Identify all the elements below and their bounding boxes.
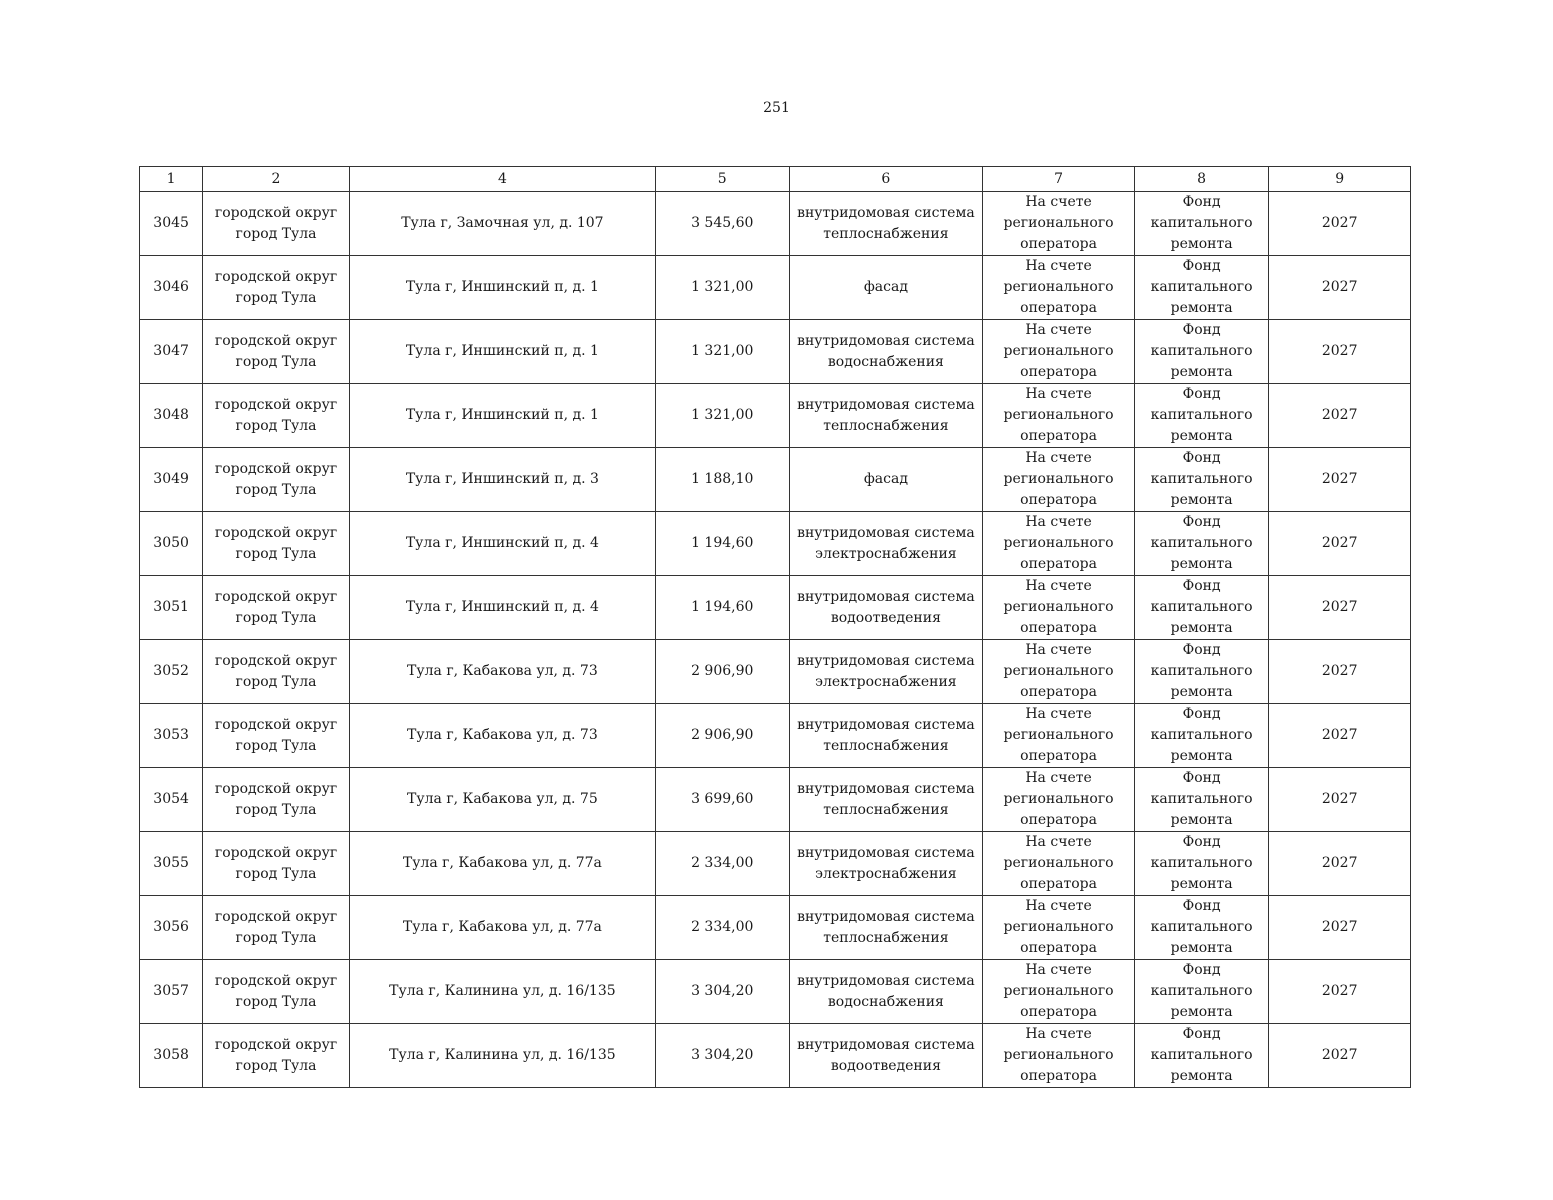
cell-work-type: внутридомовая система теплоснабжения bbox=[789, 704, 983, 768]
column-header: 1 bbox=[140, 167, 203, 192]
cell-address: Тула г, Иншинский п, д. 4 bbox=[349, 576, 655, 640]
table-row bbox=[140, 576, 1411, 640]
cell-fund-account: На счете регионального оператора bbox=[983, 1024, 1135, 1088]
cell-fund-account: На счете регионального оператора bbox=[983, 640, 1135, 704]
column-header: 8 bbox=[1134, 167, 1269, 192]
cell-funding-source: Фонд капитального ремонта bbox=[1134, 960, 1269, 1024]
cell-area: 1 321,00 bbox=[656, 320, 790, 384]
cell-fund-account: На счете регионального оператора bbox=[983, 960, 1135, 1024]
table-row bbox=[140, 704, 1411, 768]
cell-municipality: городской округ город Тула bbox=[203, 512, 350, 576]
cell-municipality: городской округ город Тула bbox=[203, 640, 350, 704]
cell-area: 1 321,00 bbox=[656, 384, 790, 448]
table-row bbox=[140, 448, 1411, 512]
table-row bbox=[140, 1024, 1411, 1088]
header-row bbox=[140, 167, 1411, 192]
cell-area: 1 321,00 bbox=[656, 256, 790, 320]
column-header: 6 bbox=[789, 167, 983, 192]
cell-address: Тула г, Иншинский п, д. 4 bbox=[349, 512, 655, 576]
table-row bbox=[140, 832, 1411, 896]
table-row bbox=[140, 512, 1411, 576]
cell-area: 2 906,90 bbox=[656, 704, 790, 768]
cell-row-number: 3057 bbox=[140, 960, 203, 1024]
column-header: 9 bbox=[1269, 167, 1411, 192]
cell-area: 3 699,60 bbox=[656, 768, 790, 832]
cell-year: 2027 bbox=[1269, 256, 1411, 320]
cell-fund-account: На счете регионального оператора bbox=[983, 384, 1135, 448]
cell-work-type: внутридомовая система теплоснабжения bbox=[789, 896, 983, 960]
cell-fund-account: На счете регионального оператора bbox=[983, 768, 1135, 832]
cell-municipality: городской округ город Тула bbox=[203, 192, 350, 256]
cell-year: 2027 bbox=[1269, 768, 1411, 832]
cell-funding-source: Фонд капитального ремонта bbox=[1134, 576, 1269, 640]
cell-funding-source: Фонд капитального ремонта bbox=[1134, 832, 1269, 896]
table-header bbox=[140, 167, 1411, 192]
cell-area: 1 194,60 bbox=[656, 512, 790, 576]
cell-year: 2027 bbox=[1269, 448, 1411, 512]
table-row bbox=[140, 960, 1411, 1024]
cell-funding-source: Фонд капитального ремонта bbox=[1134, 320, 1269, 384]
table-row bbox=[140, 320, 1411, 384]
cell-work-type: внутридомовая система теплоснабжения bbox=[789, 768, 983, 832]
cell-address: Тула г, Кабакова ул, д. 77а bbox=[349, 896, 655, 960]
cell-work-type: внутридомовая система водоснабжения bbox=[789, 320, 983, 384]
cell-area: 3 304,20 bbox=[656, 960, 790, 1024]
column-header: 7 bbox=[983, 167, 1135, 192]
cell-area: 1 194,60 bbox=[656, 576, 790, 640]
cell-area: 3 304,20 bbox=[656, 1024, 790, 1088]
table-row bbox=[140, 640, 1411, 704]
cell-row-number: 3046 bbox=[140, 256, 203, 320]
cell-year: 2027 bbox=[1269, 960, 1411, 1024]
cell-municipality: городской округ город Тула bbox=[203, 896, 350, 960]
cell-municipality: городской округ город Тула bbox=[203, 320, 350, 384]
cell-funding-source: Фонд капитального ремонта bbox=[1134, 256, 1269, 320]
cell-fund-account: На счете регионального оператора bbox=[983, 192, 1135, 256]
capital-repair-table bbox=[139, 166, 1411, 1088]
table-row bbox=[140, 192, 1411, 256]
cell-work-type: фасад bbox=[789, 256, 983, 320]
cell-funding-source: Фонд капитального ремонта bbox=[1134, 512, 1269, 576]
cell-row-number: 3053 bbox=[140, 704, 203, 768]
table-row bbox=[140, 384, 1411, 448]
cell-area: 2 334,00 bbox=[656, 896, 790, 960]
cell-municipality: городской округ город Тула bbox=[203, 256, 350, 320]
cell-fund-account: На счете регионального оператора bbox=[983, 576, 1135, 640]
cell-row-number: 3056 bbox=[140, 896, 203, 960]
table-row bbox=[140, 896, 1411, 960]
cell-row-number: 3052 bbox=[140, 640, 203, 704]
cell-fund-account: На счете регионального оператора bbox=[983, 256, 1135, 320]
cell-year: 2027 bbox=[1269, 384, 1411, 448]
cell-year: 2027 bbox=[1269, 320, 1411, 384]
cell-area: 2 906,90 bbox=[656, 640, 790, 704]
cell-address: Тула г, Калинина ул, д. 16/135 bbox=[349, 1024, 655, 1088]
cell-address: Тула г, Замочная ул, д. 107 bbox=[349, 192, 655, 256]
cell-year: 2027 bbox=[1269, 192, 1411, 256]
cell-area: 2 334,00 bbox=[656, 832, 790, 896]
cell-row-number: 3054 bbox=[140, 768, 203, 832]
cell-municipality: городской округ город Тула bbox=[203, 960, 350, 1024]
cell-municipality: городской округ город Тула bbox=[203, 448, 350, 512]
cell-row-number: 3050 bbox=[140, 512, 203, 576]
cell-row-number: 3055 bbox=[140, 832, 203, 896]
cell-area: 1 188,10 bbox=[656, 448, 790, 512]
column-header: 5 bbox=[656, 167, 790, 192]
cell-row-number: 3047 bbox=[140, 320, 203, 384]
cell-municipality: городской округ город Тула bbox=[203, 768, 350, 832]
cell-area: 3 545,60 bbox=[656, 192, 790, 256]
cell-year: 2027 bbox=[1269, 640, 1411, 704]
cell-fund-account: На счете регионального оператора bbox=[983, 448, 1135, 512]
cell-row-number: 3045 bbox=[140, 192, 203, 256]
cell-address: Тула г, Кабакова ул, д. 73 bbox=[349, 640, 655, 704]
cell-year: 2027 bbox=[1269, 1024, 1411, 1088]
cell-funding-source: Фонд капитального ремонта bbox=[1134, 704, 1269, 768]
cell-year: 2027 bbox=[1269, 512, 1411, 576]
cell-address: Тула г, Кабакова ул, д. 77а bbox=[349, 832, 655, 896]
cell-fund-account: На счете регионального оператора bbox=[983, 832, 1135, 896]
cell-year: 2027 bbox=[1269, 704, 1411, 768]
cell-funding-source: Фонд капитального ремонта bbox=[1134, 640, 1269, 704]
cell-work-type: внутридомовая система теплоснабжения bbox=[789, 192, 983, 256]
table-body bbox=[140, 192, 1411, 1088]
cell-address: Тула г, Иншинский п, д. 3 bbox=[349, 448, 655, 512]
cell-fund-account: На счете регионального оператора bbox=[983, 320, 1135, 384]
column-header: 4 bbox=[349, 167, 655, 192]
cell-address: Тула г, Иншинский п, д. 1 bbox=[349, 256, 655, 320]
cell-municipality: городской округ город Тула bbox=[203, 704, 350, 768]
cell-address: Тула г, Кабакова ул, д. 75 bbox=[349, 768, 655, 832]
cell-work-type: внутридомовая система водоотведения bbox=[789, 1024, 983, 1088]
cell-funding-source: Фонд капитального ремонта bbox=[1134, 1024, 1269, 1088]
cell-row-number: 3058 bbox=[140, 1024, 203, 1088]
cell-address: Тула г, Иншинский п, д. 1 bbox=[349, 384, 655, 448]
cell-work-type: фасад bbox=[789, 448, 983, 512]
cell-municipality: городской округ город Тула bbox=[203, 576, 350, 640]
cell-year: 2027 bbox=[1269, 832, 1411, 896]
cell-funding-source: Фонд капитального ремонта bbox=[1134, 896, 1269, 960]
cell-fund-account: На счете регионального оператора bbox=[983, 896, 1135, 960]
cell-fund-account: На счете регионального оператора bbox=[983, 704, 1135, 768]
cell-address: Тула г, Иншинский п, д. 1 bbox=[349, 320, 655, 384]
cell-address: Тула г, Кабакова ул, д. 73 bbox=[349, 704, 655, 768]
table-row bbox=[140, 768, 1411, 832]
cell-work-type: внутридомовая система электроснабжения bbox=[789, 640, 983, 704]
cell-fund-account: На счете регионального оператора bbox=[983, 512, 1135, 576]
cell-row-number: 3049 bbox=[140, 448, 203, 512]
page-number: 251 bbox=[763, 100, 790, 116]
cell-row-number: 3048 bbox=[140, 384, 203, 448]
cell-funding-source: Фонд капитального ремонта bbox=[1134, 192, 1269, 256]
cell-municipality: городской округ город Тула bbox=[203, 1024, 350, 1088]
cell-work-type: внутридомовая система теплоснабжения bbox=[789, 384, 983, 448]
cell-year: 2027 bbox=[1269, 896, 1411, 960]
cell-funding-source: Фонд капитального ремонта bbox=[1134, 384, 1269, 448]
table-row bbox=[140, 256, 1411, 320]
cell-work-type: внутридомовая система электроснабжения bbox=[789, 832, 983, 896]
cell-year: 2027 bbox=[1269, 576, 1411, 640]
cell-funding-source: Фонд капитального ремонта bbox=[1134, 768, 1269, 832]
cell-address: Тула г, Калинина ул, д. 16/135 bbox=[349, 960, 655, 1024]
cell-funding-source: Фонд капитального ремонта bbox=[1134, 448, 1269, 512]
cell-municipality: городской округ город Тула bbox=[203, 384, 350, 448]
cell-work-type: внутридомовая система электроснабжения bbox=[789, 512, 983, 576]
cell-work-type: внутридомовая система водоснабжения bbox=[789, 960, 983, 1024]
cell-work-type: внутридомовая система водоотведения bbox=[789, 576, 983, 640]
cell-municipality: городской округ город Тула bbox=[203, 832, 350, 896]
column-header: 2 bbox=[203, 167, 350, 192]
cell-row-number: 3051 bbox=[140, 576, 203, 640]
